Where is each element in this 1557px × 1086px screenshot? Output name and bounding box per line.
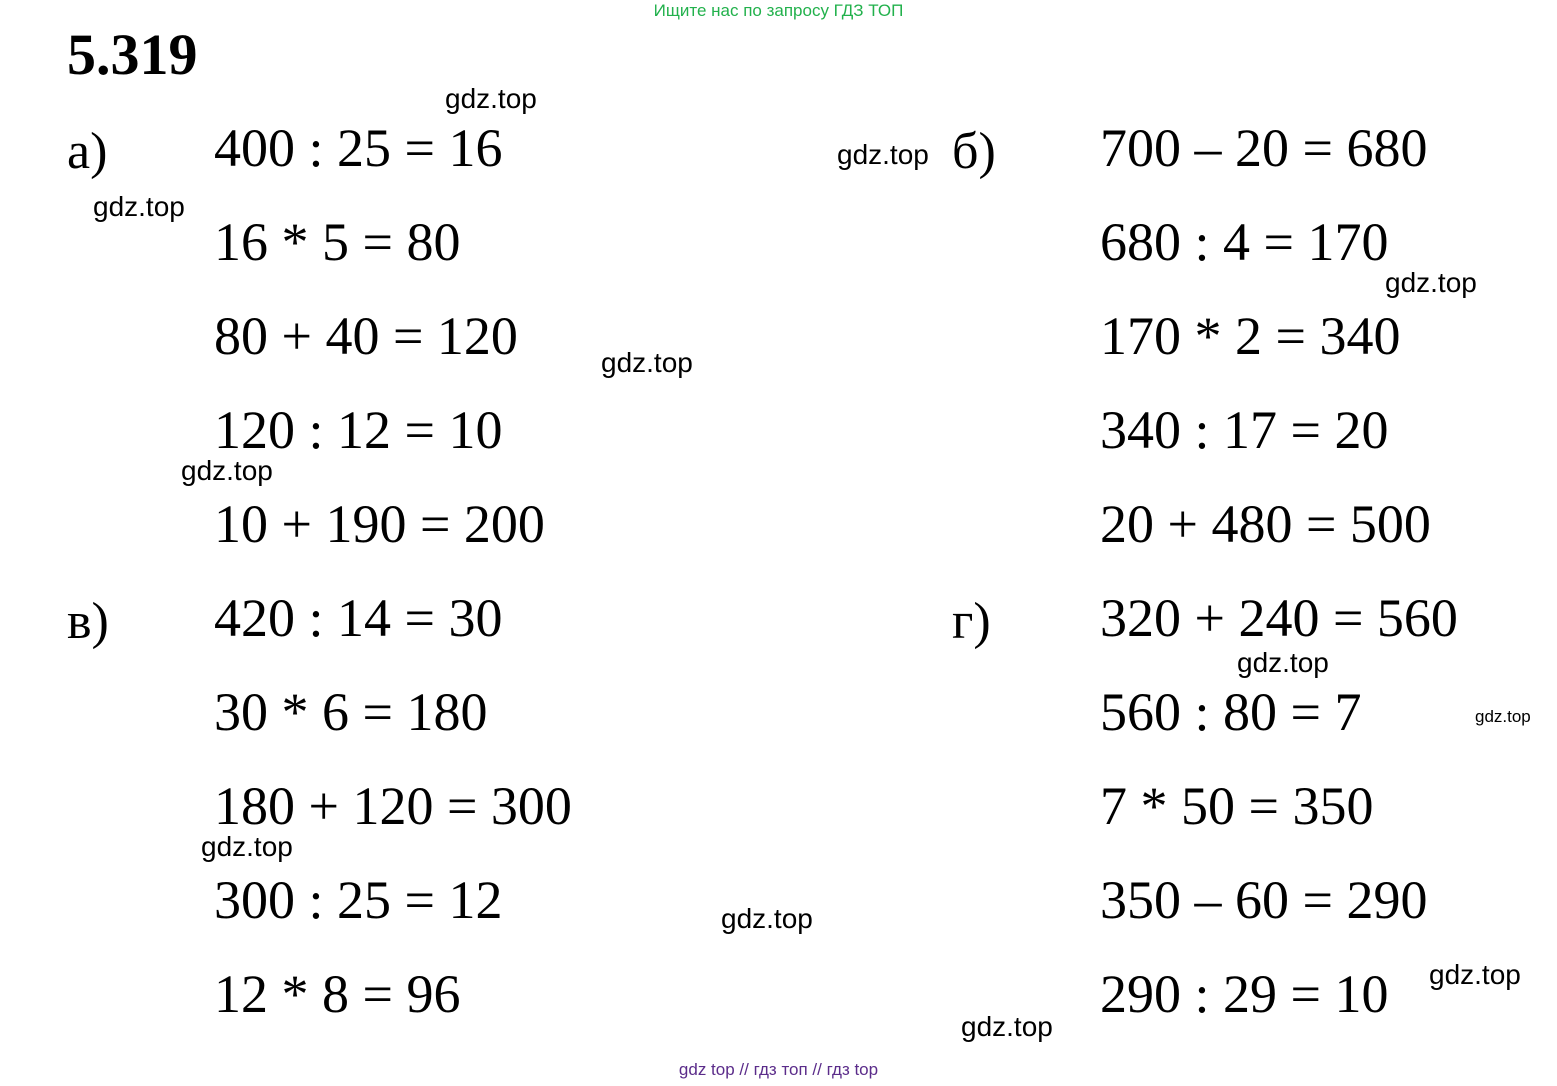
equation-a-1: 400 : 25 = 16 [214,118,503,178]
watermark: gdz.top [961,1011,1053,1042]
equation-a-4: 120 : 12 = 10 [214,400,503,460]
watermark: gdz.top [1475,707,1531,726]
equation-b-5: 20 + 480 = 500 [1100,494,1431,554]
equation-b-4: 340 : 17 = 20 [1100,400,1389,460]
equation-v-3: 180 + 120 = 300 [214,776,572,836]
section-label-v: в) [67,593,109,650]
equation-b-1: 700 – 20 = 680 [1100,118,1428,178]
watermark: gdz.top [837,139,929,170]
equation-a-5: 10 + 190 = 200 [214,494,545,554]
equation-a-2: 16 * 5 = 80 [214,212,461,272]
watermark: gdz.top [181,455,273,486]
equation-v-4: 300 : 25 = 12 [214,870,503,930]
watermark: gdz.top [1429,959,1521,990]
section-label-b: б) [952,123,996,180]
watermark: gdz.top [601,347,693,378]
equation-v-1: 420 : 14 = 30 [214,588,503,648]
equation-v-2: 30 * 6 = 180 [214,682,488,742]
equation-g-3: 7 * 50 = 350 [1100,776,1374,836]
footer-watermark: gdz top // гдз топ // гдз top [678,1060,879,1079]
equation-a-3: 80 + 40 = 120 [214,306,518,366]
equation-g-1: 320 + 240 = 560 [1100,588,1458,648]
watermark: gdz.top [721,903,813,934]
equation-b-3: 170 * 2 = 340 [1100,306,1401,366]
watermark: gdz.top [201,831,293,862]
watermark: gdz.top [1385,267,1477,298]
watermark: gdz.top [93,191,185,222]
section-label-g: г) [952,593,991,650]
equation-v-5: 12 * 8 = 96 [214,964,461,1024]
equation-g-4: 350 – 60 = 290 [1100,870,1428,930]
equation-b-2: 680 : 4 = 170 [1100,212,1389,272]
search-banner: Ищите нас по запросу ГДЗ ТОП [653,1,904,20]
watermark: gdz.top [445,83,537,114]
equation-g-5: 290 : 29 = 10 [1100,964,1389,1024]
section-label-a: а) [67,123,108,180]
exercise-number: 5.319 [67,22,198,87]
watermark: gdz.top [1237,647,1329,678]
equation-g-2: 560 : 80 = 7 [1100,682,1362,742]
